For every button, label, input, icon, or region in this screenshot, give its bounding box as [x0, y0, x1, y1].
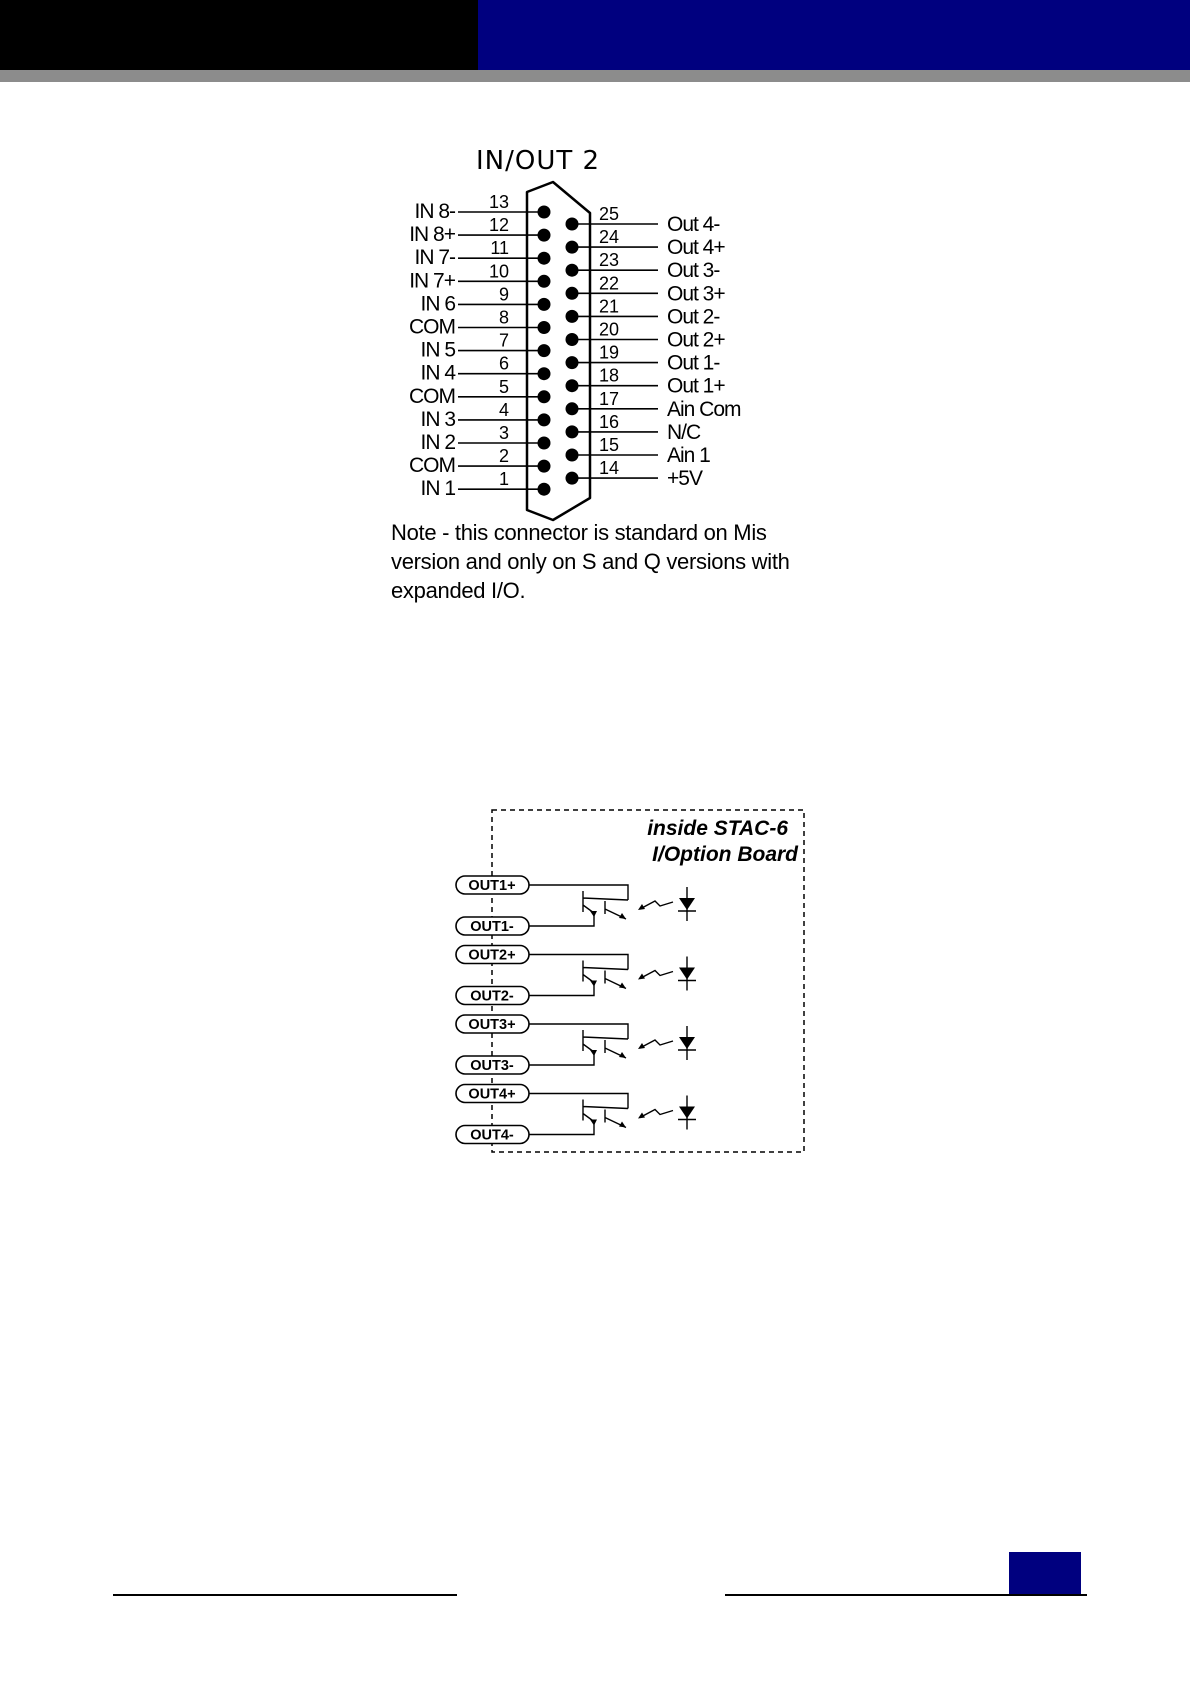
terminal-label-plus: OUT1+ [468, 878, 516, 894]
option-board-title-line1: inside STAC-6 [647, 817, 788, 840]
pin-label-left: IN 7- [414, 246, 455, 270]
pin-number-right: 15 [599, 435, 620, 455]
emitter-arrow [590, 1050, 597, 1056]
terminal-label-minus: OUT1- [470, 919, 514, 935]
led-triangle [679, 1037, 695, 1049]
emitter-arrow [590, 911, 597, 917]
terminal-label-plus: OUT2+ [468, 947, 516, 964]
light-ray [640, 1110, 673, 1118]
option-board-title-line2: I/Option Board [652, 843, 798, 866]
pin-number-left: 3 [498, 423, 509, 443]
light-ray [640, 901, 673, 909]
transistor-wiring [529, 1024, 628, 1065]
pin-label-left: IN 5 [420, 338, 455, 362]
pin-label-right: Ain 1 [667, 444, 710, 467]
pin-label-right: +5V [667, 467, 702, 491]
pin-number-left: 13 [488, 192, 509, 212]
light-ray [640, 971, 673, 979]
pin-label-right: N/C [667, 420, 701, 444]
note-line-1: Note - this connector is standard on Mis [391, 520, 767, 545]
pin-number-left: 10 [488, 261, 509, 282]
pin-label-left: IN 1 [420, 477, 455, 501]
pin-number-left: 9 [498, 284, 509, 305]
pin-number-right: 21 [599, 296, 620, 317]
pin-number-left: 4 [498, 399, 509, 420]
pin-number-right: 22 [599, 273, 620, 294]
pin-number-left: 8 [498, 307, 509, 328]
terminal-label-plus: OUT4+ [468, 1086, 516, 1103]
led-triangle [679, 1107, 695, 1119]
page-number-box [1009, 1552, 1081, 1594]
pin-label-right: Out 1+ [667, 374, 725, 398]
terminal-label-plus: OUT3+ [468, 1017, 516, 1033]
terminal-label-minus: OUT2- [470, 988, 514, 1005]
pin-label-right: Out 2- [667, 305, 720, 329]
terminal-label-minus: OUT3- [470, 1058, 514, 1074]
pin-label-right: Out 4- [667, 213, 720, 236]
transistor-wiring [529, 955, 628, 996]
terminal-label-minus: OUT4- [470, 1127, 514, 1144]
pin-label-left: IN 2 [420, 431, 455, 454]
pin-label-right: Out 1- [667, 351, 720, 375]
pin-number-right: 24 [599, 227, 620, 248]
pin-label-right: Out 3- [667, 259, 720, 283]
pin-label-left: IN 8- [414, 200, 455, 223]
pin-number-left: 1 [498, 469, 509, 490]
pin-label-left: IN 3 [420, 407, 455, 431]
pin-label-left: IN 6 [420, 292, 455, 316]
note-line-2: version and only on S and Q versions with [391, 549, 790, 574]
transistor-wiring [529, 1094, 628, 1135]
pin-number-left: 12 [488, 215, 509, 236]
pin-label-right: Out 4+ [667, 236, 725, 260]
pin-number-left: 2 [498, 446, 509, 467]
connector-title: IN/OUT 2 [476, 146, 601, 176]
pin-number-right: 25 [599, 204, 620, 224]
pin-number-left: 6 [498, 353, 509, 374]
pin-label-right: Out 3+ [667, 282, 725, 306]
pin-label-left: IN 7+ [409, 269, 455, 293]
pin-number-right: 23 [599, 250, 620, 271]
pin-number-right: 16 [599, 411, 620, 432]
opto-pair [456, 876, 696, 935]
pin-number-right: 19 [599, 342, 620, 363]
pin-number-right: 17 [599, 388, 620, 409]
pin-number-right: 14 [599, 458, 620, 479]
pin-number-left: 7 [498, 330, 509, 351]
led-triangle [679, 968, 695, 980]
pin-number-left: 11 [490, 238, 509, 259]
pin-label-right: Ain Com [667, 397, 741, 421]
footer-rule-left [113, 1594, 457, 1596]
light-ray [640, 1040, 673, 1048]
pin-number-left: 5 [498, 376, 509, 397]
pin-number-right: 20 [599, 319, 620, 340]
pin-label-left: COM [409, 384, 455, 408]
pin-label-left: IN 8+ [409, 223, 455, 247]
transistor-wiring [529, 885, 628, 926]
led-triangle [679, 898, 695, 910]
emitter-arrow [590, 1120, 597, 1126]
pin-label-left: COM [409, 454, 455, 478]
pin-label-left: IN 4 [420, 361, 455, 385]
pin-label-right: Out 2+ [667, 328, 725, 352]
pin-label-left: COM [409, 315, 455, 339]
pin-number-right: 18 [599, 365, 620, 386]
note-line-3: expanded I/O. [391, 578, 526, 603]
emitter-arrow [590, 981, 597, 987]
footer-rule-right [725, 1594, 1087, 1596]
